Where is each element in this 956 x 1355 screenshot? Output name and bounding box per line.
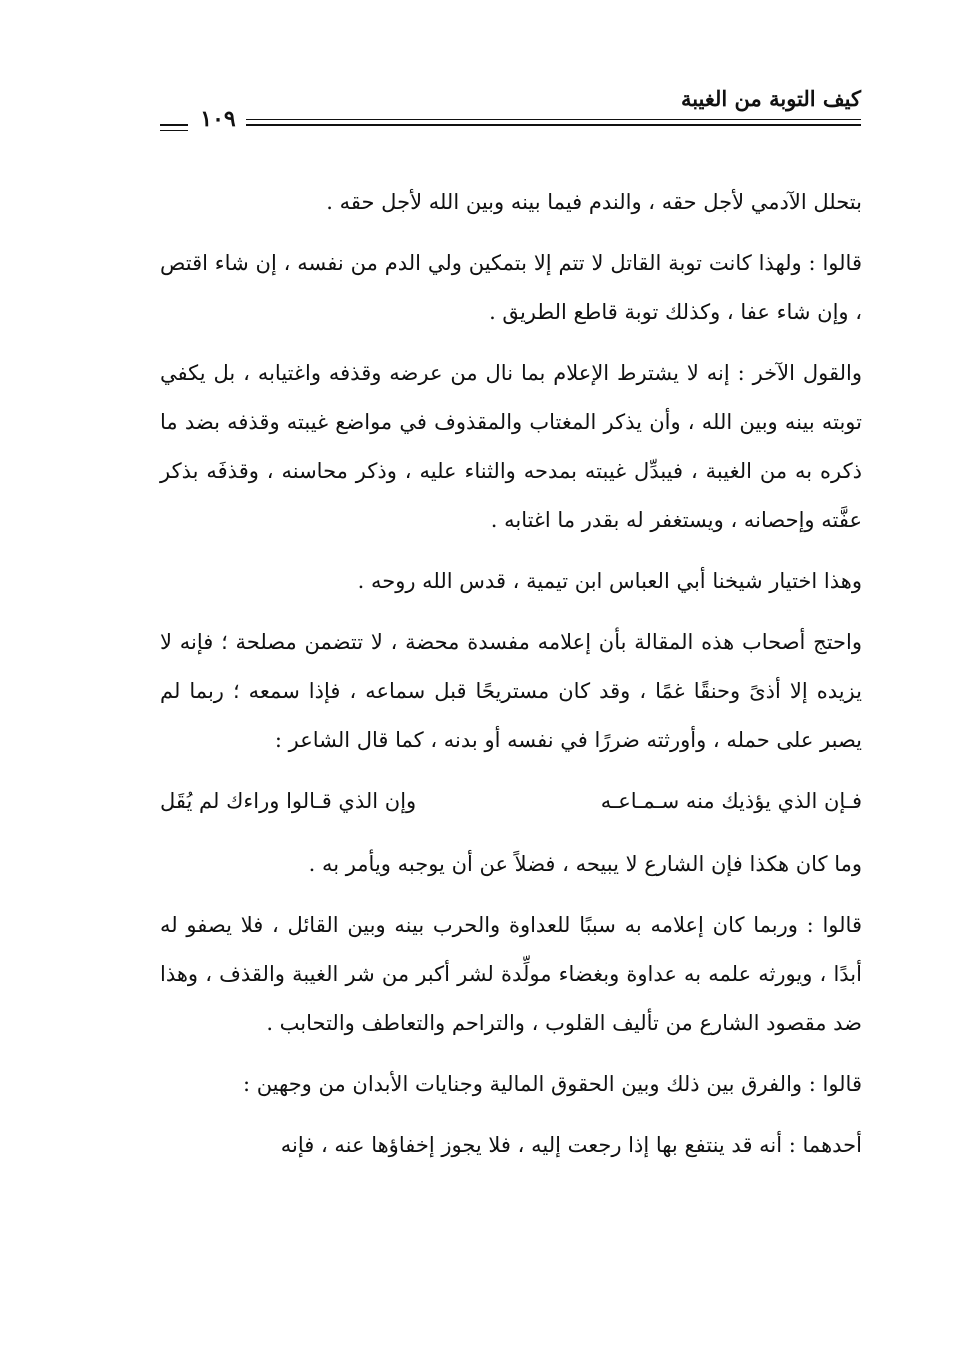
paragraph: وما كان هكذا فإن الشارع لا يبيحه ، فضلاً عن أن يوجبه ويأمر به . [308, 852, 862, 876]
body-text [160, 178, 862, 1182]
page-number: ١٠٩ [200, 106, 236, 132]
header-rule [246, 119, 861, 126]
paragraph: وهذا اختيار شيخنا أبي العباس ابن تيمية ، قدس الله روحه . [357, 569, 862, 593]
paragraph: بتحلل الآدمي لأجل حقه ، والندم فيما بينه وبين الله لأجل حقه . [326, 190, 862, 214]
page-number-rule [160, 124, 188, 131]
paragraph: قالوا : وربما كان إعلامه به سببًا للعداوة والحرب بينه وبين القائل ، فلا يصفو له أبدًا ، ويورثه علمه به عداوة وبغضاء مولِّدة لشر أكبر من شر الغيبة والقذف ، وهذا ضد مقصود الشارع من تأليف القلوب ، والتراحم والتعاطف والتحابب . [160, 913, 862, 1035]
running-title: كيف التوبة من الغيبة [680, 86, 861, 111]
poem-verse [160, 777, 862, 826]
paragraph: واحتج أصحاب هذه المقالة بأن إعلامه مفسدة محضة ، لا تتضمن مصلحة ؛ فإنه لا يزيده إلا أذىً وحنقًا غمًا ، وقد كان مستريحًا قبل سماعه ، فإذا سمعه ؛ ربما لم يصبر على حمله ، وأورثته ضررًا في نفسه أو بدنه ، كما قال الشاعر : [160, 630, 862, 752]
poem-first-hemistich: فـإن الذي يؤذيك منه سـمـاعـه [600, 789, 862, 813]
paragraph: قالوا : والفرق بين ذلك وبين الحقوق المالية وجنايات الأبدان من وجهين : [242, 1072, 862, 1096]
paragraph: قالوا : ولهذا كانت توبة القاتل لا تتم إلا بتمكين ولي الدم من نفسه ، إن شاء اقتص ، وإن شاء عفا ، وكذلك توبة قاطع الطريق . [160, 251, 862, 324]
poem-second-hemistich: وإن الذي قـالوا وراءك لم يُقَل [160, 789, 417, 813]
paragraph: أحدهما : أنه قد ينتفع بها إذا رجعت إليه ، فلا يجوز إخفاؤها عنه ، فإنه [280, 1133, 862, 1157]
paragraph: والقول الآخر : إنه لا يشترط الإعلام بما نال من عرضه وقذفه واغتيابه ، بل يكفي توبته بينه وبين الله ، وأن يذكر المغتاب والمقذوف في مواضع غيبته وقذفه بضد ما ذكره به من الغيبة ، فيبدِّل غيبته بمدحه والثناء عليه ، وذكر محاسنه ، وقذفَه بذكر عفَّته وإحصانه ، ويستغفر له بقدر ما اغتابه . [160, 361, 862, 532]
